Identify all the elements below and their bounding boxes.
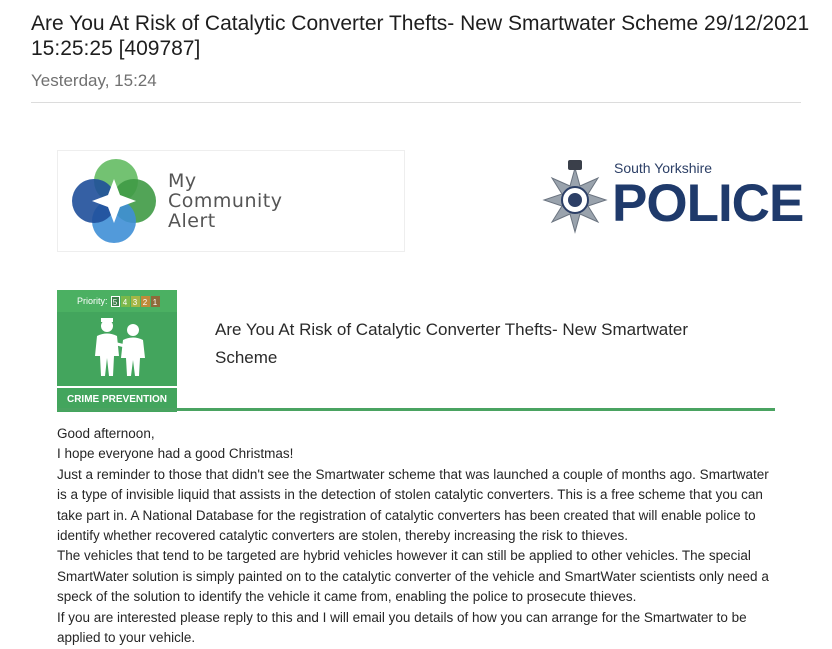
alert-title: Are You At Risk of Catalytic Converter Thefts- New Smartwater Scheme [215, 320, 689, 367]
police-region: South Yorkshire [614, 160, 713, 176]
badge-category: CRIME PREVENTION [57, 386, 177, 412]
south-yorkshire-police-logo [542, 158, 804, 242]
priority-label: Priority: [77, 296, 108, 306]
priority-level-3: 3 [131, 296, 140, 307]
community-alert-mark-icon [68, 157, 158, 245]
message-paragraph: If you are interested please reply to this and I will email you details of how you can arrange for the Smartwater to be applied to your vehicle. [57, 609, 747, 646]
mca-line2: Community [168, 190, 283, 212]
email-subject: Are You At Risk of Catalytic Converter Thefts- New Smartwater Scheme 29/12/2021 15:25:25 [409787] [31, 12, 810, 60]
priority-level-1: 1 [151, 296, 160, 307]
priority-level-5: 5 [111, 296, 120, 307]
mca-line3: Alert [168, 210, 216, 232]
priority-level-4: 4 [121, 296, 130, 307]
message-paragraph: Just a reminder to those that didn't see the Smartwater scheme that was launched a couple of months ago. Smartwater is a type of invisible liquid that assists in the detection of stolen catalytic converters. This is a free scheme that you can take part in. A National Database for the registration of catalytic converters has been created that will enable police to identify whether recovered catalytic converters are stolen, thereby increasing the risk to thieves. [57, 466, 769, 544]
message-body [57, 424, 777, 648]
police-officer-and-person-icon [57, 314, 177, 378]
priority-level-2: 2 [141, 296, 150, 307]
police-name: POLICE [612, 174, 804, 233]
alert-title-rule [57, 408, 775, 411]
crime-prevention-badge [57, 290, 177, 410]
message-line: I hope everyone had a good Christmas! [57, 446, 294, 462]
priority-bar [57, 290, 177, 312]
message-paragraph: The vehicles that tend to be targeted are hybrid vehicles however it can still be applied to other vehicles. The special SmartWater solution is simply painted on to the catalytic converter of the vehicle and SmartWater scientists only need a speck of the solution to identify the vehicle it came from, enabling the police to prosecute thieves. [57, 548, 769, 605]
my-community-alert-logo [57, 150, 405, 252]
community-alert-wordmark [168, 171, 282, 231]
email-date: Yesterday, 15:24 [31, 71, 157, 90]
header-divider [31, 102, 801, 103]
police-star-badge-icon [542, 160, 608, 238]
mca-line1: My [168, 170, 197, 192]
message-greeting: Good afternoon, [57, 426, 155, 441]
